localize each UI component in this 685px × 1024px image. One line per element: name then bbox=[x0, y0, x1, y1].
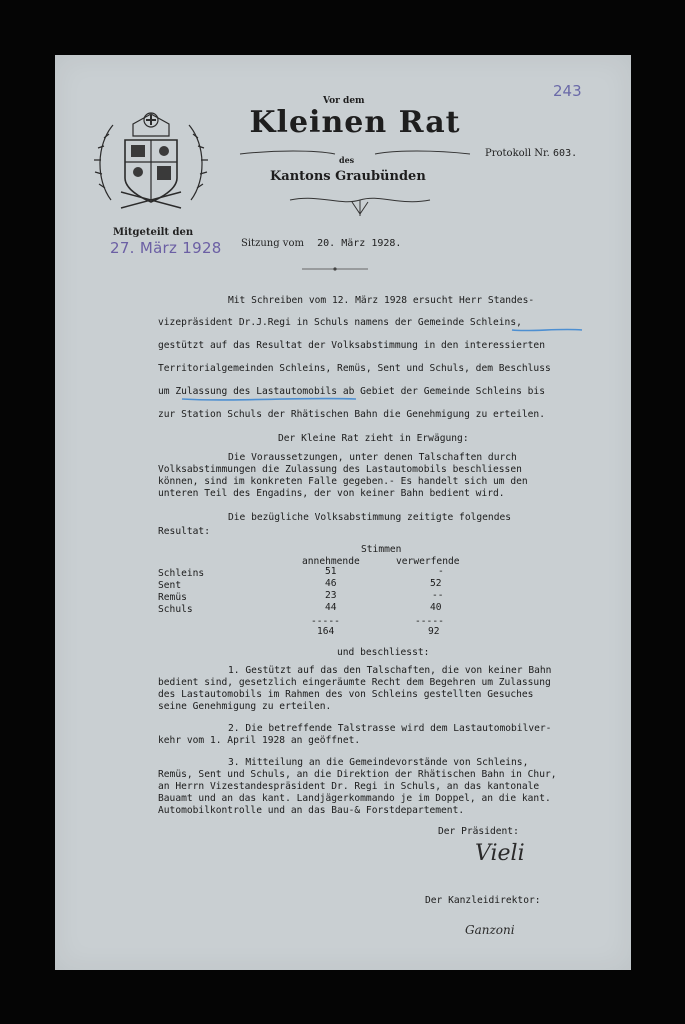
result-intro-line: Die bezügliche Volksabstimmung zeitigte folgendes bbox=[228, 512, 512, 523]
intro-line: vizepräsident Dr.J.Regi in Schuls namens der Gemeinde Schleins, bbox=[158, 317, 522, 328]
stamp-label: Mitgeteilt den bbox=[113, 227, 194, 238]
president-signature: Vieli bbox=[475, 841, 525, 866]
letterhead-ornament-icon bbox=[235, 147, 475, 161]
vote-row-yes: 51 bbox=[325, 566, 337, 577]
vote-table-col-no: verwerfende bbox=[396, 556, 460, 567]
consideration-line: Volksabstimmungen die Zulassung des Lastautomobils beschliessen bbox=[158, 464, 522, 475]
resolution-1-line: bedient sind, gesetzlich eingeräumte Recht dem Begehren um Zulassung bbox=[158, 677, 551, 688]
vote-row-no: 40 bbox=[430, 602, 442, 613]
letterhead-line2: des bbox=[339, 155, 355, 165]
resolution-2-line: 2. Die betreffende Talstrasse wird dem Lastautomobilver- bbox=[228, 723, 552, 734]
vote-row-commune: Remüs bbox=[158, 592, 187, 603]
intro-line: Mit Schreiben vom 12. März 1928 ersucht Herr Standes- bbox=[228, 295, 535, 306]
archive-number: 243 bbox=[553, 82, 582, 100]
chancellor-label: Der Kanzleidirektor: bbox=[425, 895, 541, 906]
pencil-underline-schleins-icon bbox=[510, 326, 585, 334]
vote-row-no: -- bbox=[432, 590, 444, 601]
resolution-3-line: Bauamt und an das kant. Landjägerkommando je im Doppel, an die kant. bbox=[158, 793, 551, 804]
resolution-2-line: kehr vom 1. April 1928 an geöffnet. bbox=[158, 735, 361, 746]
stamp-date: 27. März 1928 bbox=[110, 239, 222, 257]
vote-total-no: 92 bbox=[428, 626, 440, 637]
letterhead-flourish-icon bbox=[280, 190, 440, 218]
protokoll-label: Protokoll Nr. bbox=[485, 148, 550, 159]
intro-line: gestützt auf das Resultat der Volksabstimmung in den interessierten bbox=[158, 340, 545, 351]
vote-table-col-yes: annehmende bbox=[302, 556, 360, 567]
vote-table-rule-no: ----- bbox=[415, 616, 444, 627]
resolution-1-line: 1. Gestützt auf das den Talschaften, die von keiner Bahn bbox=[228, 665, 552, 676]
vote-table-group-header: Stimmen bbox=[361, 544, 402, 555]
intro-line: um Zulassung des Lastautomobils ab Gebiet der Gemeinde Schleins bis bbox=[158, 386, 545, 397]
chancellor-signature: Ganzoni bbox=[465, 923, 515, 937]
vote-row-yes: 46 bbox=[325, 578, 337, 589]
session-date bbox=[241, 238, 401, 249]
protokoll-value: 603. bbox=[553, 148, 578, 159]
resolution-1-line: seine Genehmigung zu erteilen. bbox=[158, 701, 332, 712]
vote-row-commune: Schleins bbox=[158, 568, 205, 579]
consideration-heading: Der Kleine Rat zieht in Erwägung: bbox=[278, 433, 469, 444]
resolution-heading: und beschliesst: bbox=[337, 647, 430, 658]
canton-coat-of-arms-icon bbox=[91, 100, 211, 225]
resolution-3-line: Automobilkontrolle und an das Bau-& Forstdepartement. bbox=[158, 805, 465, 816]
vote-row-commune: Sent bbox=[158, 580, 182, 591]
session-value: 20. März 1928. bbox=[317, 238, 402, 249]
letterhead-title: Kleinen Rat bbox=[249, 105, 461, 140]
vote-row-no: - bbox=[438, 566, 444, 577]
president-label: Der Präsident: bbox=[438, 826, 519, 837]
session-label: Sitzung vom bbox=[241, 238, 304, 249]
result-intro-line: Resultat: bbox=[158, 526, 210, 537]
intro-line: Territorialgemeinden Schleins, Remüs, Sent und Schuls, dem Beschluss bbox=[158, 363, 551, 374]
consideration-line: unteren Teil des Engadins, der von keiner Bahn bedient wird. bbox=[158, 488, 505, 499]
resolution-3-line: 3. Mitteilung an die Gemeindevorstände von Schleins, bbox=[228, 757, 529, 768]
vote-row-yes: 23 bbox=[325, 590, 337, 601]
vote-table-rule-yes: ----- bbox=[311, 616, 340, 627]
vote-row-commune: Schuls bbox=[158, 604, 193, 615]
protokoll-number bbox=[485, 148, 577, 159]
vote-row-no: 52 bbox=[430, 578, 442, 589]
letterhead-line3: Kantons Graubünden bbox=[270, 169, 426, 184]
resolution-3-line: an Herrn Vizestandespräsident Dr. Regi in Schuls, an das kantonale bbox=[158, 781, 540, 792]
resolution-3-line: Remüs, Sent und Schuls, an die Direktion der Rhätischen Bahn in Chur, bbox=[158, 769, 557, 780]
pencil-underline-lastautomobil-icon bbox=[180, 395, 360, 403]
document-sheet bbox=[55, 55, 631, 970]
intro-line: zur Station Schuls der Rhätischen Bahn die Genehmigung zu erteilen. bbox=[158, 409, 545, 420]
consideration-line: Die Voraussetzungen, unter denen Talschaften durch bbox=[228, 452, 517, 463]
consideration-line: können, sind im konkreten Falle gegeben.- Es handelt sich um den bbox=[158, 476, 528, 487]
letterhead-line1: Vor dem bbox=[323, 96, 365, 106]
vote-total-yes: 164 bbox=[317, 626, 335, 637]
resolution-1-line: des Lastautomobils im Rahmen des von Schleins gestellten Gesuches bbox=[158, 689, 534, 700]
separator-ornament-icon bbox=[300, 264, 370, 274]
vote-row-yes: 44 bbox=[325, 602, 337, 613]
